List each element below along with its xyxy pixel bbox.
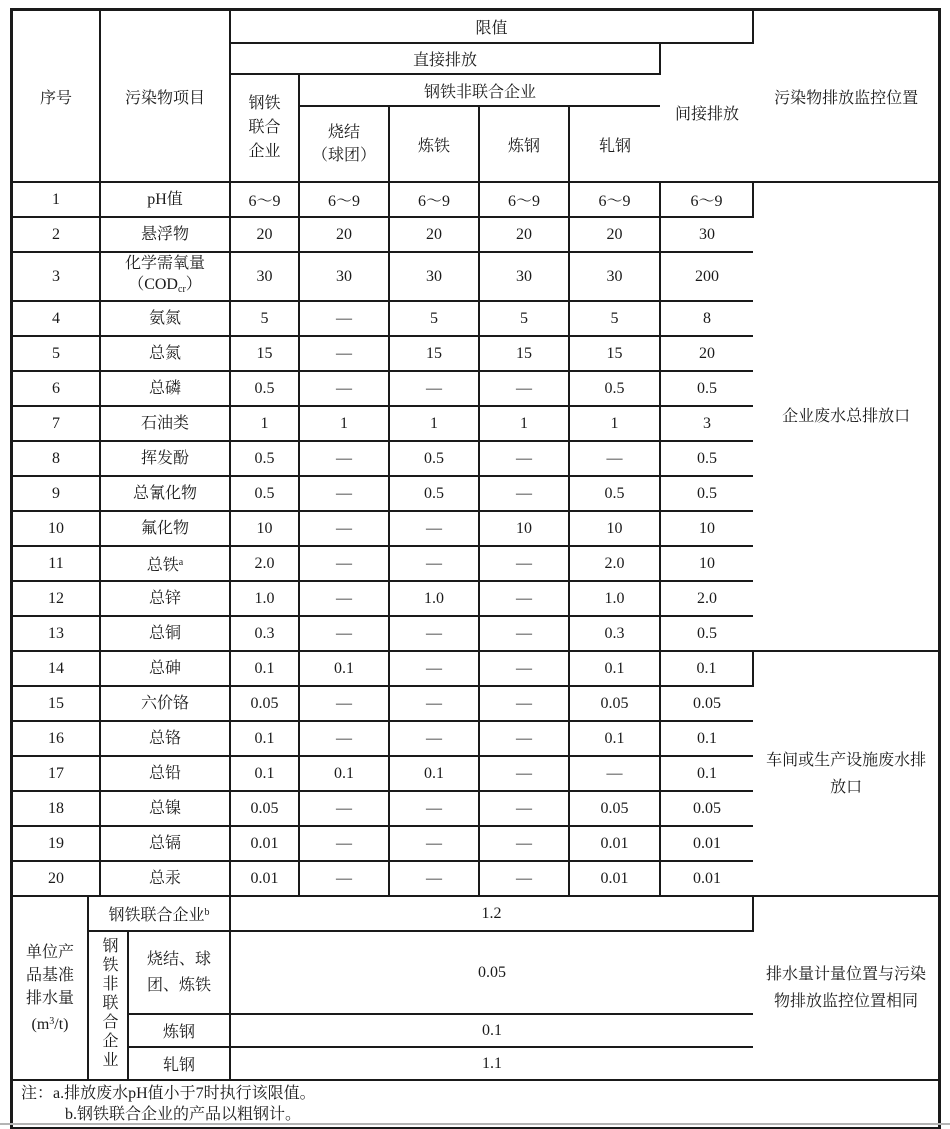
limit-value: 0.5 [660, 441, 753, 476]
baseline-integrated-label: 钢铁联合企业$^b$ [88, 897, 230, 931]
header-rolling: 轧钢 [569, 106, 660, 182]
limit-value: — [479, 546, 569, 581]
limit-value: — [299, 616, 389, 651]
limit-value: 0.5 [230, 476, 299, 511]
limit-value: 30 [299, 252, 389, 301]
table-row [13, 651, 938, 686]
row-number: 8 [13, 441, 100, 476]
limit-value: 0.5 [230, 371, 299, 406]
limit-value: 0.01 [230, 861, 299, 896]
limit-value: 0.1 [230, 721, 299, 756]
table-notes [13, 1081, 938, 1127]
limit-value: — [389, 546, 479, 581]
header-direct-discharge: 直接排放 [230, 43, 660, 74]
pollutant-name: 总氰化物 [100, 476, 230, 511]
limit-value: — [299, 546, 389, 581]
limit-value: — [479, 371, 569, 406]
limit-value: — [299, 476, 389, 511]
pollutant-name: 悬浮物 [100, 217, 230, 252]
limit-value: 0.05 [569, 791, 660, 826]
limit-value: 0.01 [660, 826, 753, 861]
limit-value: — [479, 581, 569, 616]
limit-value: 0.1 [389, 756, 479, 791]
limit-value: 0.5 [389, 476, 479, 511]
limit-value: — [389, 616, 479, 651]
row-number: 10 [13, 511, 100, 546]
limit-value: 1.0 [569, 581, 660, 616]
limit-value: 6～9 [389, 182, 479, 217]
limit-value: 20 [230, 217, 299, 252]
limit-value: — [299, 721, 389, 756]
limit-value: 2.0 [660, 581, 753, 616]
limit-value: — [479, 616, 569, 651]
baseline-process-label: 炼钢 [128, 1014, 230, 1047]
limit-value: 1 [389, 406, 479, 441]
unit-measure: $(m^3/t)$ [31, 1015, 69, 1033]
limit-value: 0.1 [660, 651, 753, 686]
row-number: 1 [13, 182, 100, 217]
row-number: 9 [13, 476, 100, 511]
limit-value: — [479, 826, 569, 861]
limit-value: 30 [389, 252, 479, 301]
pollutant-name: 总砷 [100, 651, 230, 686]
pollutant-name: 总铜 [100, 616, 230, 651]
limit-value: 30 [660, 217, 753, 252]
header-pollutant: 污染物项目 [100, 11, 230, 182]
limit-value: 0.1 [299, 756, 389, 791]
limit-value: 0.01 [660, 861, 753, 896]
standards-table [10, 8, 941, 1129]
row-number: 18 [13, 791, 100, 826]
row-number: 20 [13, 861, 100, 896]
pollutant-name: 总铬 [100, 721, 230, 756]
limit-value: 1 [299, 406, 389, 441]
limit-value: 20 [569, 217, 660, 252]
limit-value: 15 [230, 336, 299, 371]
row-number: 15 [13, 686, 100, 721]
header-sintering [299, 106, 389, 182]
limit-value: — [299, 371, 389, 406]
row-number: 11 [13, 546, 100, 581]
pollutant-name: 石油类 [100, 406, 230, 441]
limit-value: 6～9 [299, 182, 389, 217]
limit-value: 0.5 [660, 371, 753, 406]
limit-value: 0.05 [230, 791, 299, 826]
row-number: 5 [13, 336, 100, 371]
limit-value: 8 [660, 301, 753, 336]
unit-line2: 品基准 [25, 966, 74, 984]
limit-value: 1.0 [389, 581, 479, 616]
limit-value: 0.5 [660, 476, 753, 511]
limit-value: — [299, 511, 389, 546]
limit-value: — [389, 651, 479, 686]
row-number: 16 [13, 721, 100, 756]
baseline-process-value: 1.1 [230, 1047, 753, 1080]
limit-value: 1 [569, 406, 660, 441]
limit-value: 0.5 [230, 441, 299, 476]
header-non-integrated-enterprise: 钢铁非联合企业 [299, 74, 660, 106]
baseline-integrated-value: 1.2 [230, 897, 753, 931]
limit-value: — [479, 476, 569, 511]
monitoring-location-workshop-outlet: 车间或生产设施废水排放口 [753, 651, 938, 896]
pollutant-name: 总磷 [100, 371, 230, 406]
baseline-process-label: 轧钢 [128, 1047, 230, 1080]
limit-value: 5 [230, 301, 299, 336]
limit-value: — [389, 721, 479, 756]
limit-value: 200 [660, 252, 753, 301]
row-number: 2 [13, 217, 100, 252]
limit-value: — [299, 301, 389, 336]
limit-value: 30 [230, 252, 299, 301]
notes-row [13, 1081, 938, 1127]
pollutant-name: 总氮 [100, 336, 230, 371]
limit-value: 1 [479, 406, 569, 441]
monitoring-location-enterprise-outlet: 企业废水总排放口 [753, 182, 938, 651]
baseline-process-value: 0.05 [230, 931, 753, 1014]
baseline-row-integrated [13, 897, 938, 931]
limit-value: 6～9 [230, 182, 299, 217]
sintering-line2: （球团） [311, 147, 376, 164]
limit-value: — [299, 686, 389, 721]
pollutant-limits-table [13, 11, 938, 897]
row-number: 12 [13, 581, 100, 616]
header-monitor-location: 污染物排放监控位置 [753, 11, 938, 182]
limit-value: 15 [479, 336, 569, 371]
row-number: 7 [13, 406, 100, 441]
limit-value: — [299, 336, 389, 371]
limit-value: — [479, 721, 569, 756]
limit-value: 0.5 [569, 371, 660, 406]
limit-value: 0.01 [569, 861, 660, 896]
limit-value: — [389, 686, 479, 721]
limit-value: — [479, 861, 569, 896]
limit-value: — [479, 651, 569, 686]
limit-value: 20 [389, 217, 479, 252]
row-number: 3 [13, 252, 100, 301]
pollutant-name: 挥发酚 [100, 441, 230, 476]
limit-value: 0.5 [389, 441, 479, 476]
row-number: 17 [13, 756, 100, 791]
limit-value: 15 [569, 336, 660, 371]
limit-value: 10 [660, 546, 753, 581]
pollutant-rows [13, 182, 938, 896]
limit-value: 1 [230, 406, 299, 441]
limit-value: 20 [660, 336, 753, 371]
vertical-text: 钢铁非联合企业 [100, 936, 117, 1070]
limit-value: 20 [479, 217, 569, 252]
sintering-line1: 烧结 [327, 124, 360, 141]
table-row [13, 182, 938, 217]
row-number: 4 [13, 301, 100, 336]
limit-value: 2.0 [569, 546, 660, 581]
header-row-1 [13, 11, 938, 43]
row-number: 19 [13, 826, 100, 861]
baseline-non-integrated-label [88, 931, 128, 1080]
limit-value: — [569, 756, 660, 791]
note-line-a: 注：a.排放废水pH值小于7时执行该限值。 [21, 1085, 316, 1102]
row-number: 6 [13, 371, 100, 406]
row-number: 14 [13, 651, 100, 686]
limit-value: 0.1 [660, 721, 753, 756]
limit-value: 10 [569, 511, 660, 546]
limit-value: 0.5 [569, 476, 660, 511]
limit-value: 0.1 [569, 721, 660, 756]
limit-value: 6～9 [479, 182, 569, 217]
header-limit: 限值 [230, 11, 753, 43]
baseline-drainage-table [13, 897, 938, 1081]
header-seq: 序号 [13, 11, 100, 182]
limit-value: 20 [299, 217, 389, 252]
header-ironmaking: 炼铁 [389, 106, 479, 182]
limit-value: — [299, 861, 389, 896]
unit-line3: 排水量 [25, 989, 74, 1007]
limit-value: 5 [569, 301, 660, 336]
limit-value: — [389, 861, 479, 896]
limit-value: — [479, 791, 569, 826]
limit-value: 0.05 [660, 686, 753, 721]
limit-value: 10 [230, 511, 299, 546]
limit-value: 0.1 [660, 756, 753, 791]
limit-value: — [479, 756, 569, 791]
baseline-unit-header [13, 897, 88, 1080]
limit-value: 5 [479, 301, 569, 336]
limit-value: — [299, 826, 389, 861]
pollutant-name: 总镉 [100, 826, 230, 861]
limit-value: 0.01 [230, 826, 299, 861]
limit-value: — [299, 791, 389, 826]
pollutant-name: 总镍 [100, 791, 230, 826]
limit-value: — [299, 581, 389, 616]
pollutant-name: 化学需氧量 $(COD_{cr})$ [100, 252, 230, 301]
limit-value: 30 [479, 252, 569, 301]
limit-value: 10 [660, 511, 753, 546]
limit-value: 0.1 [299, 651, 389, 686]
limit-value: 15 [389, 336, 479, 371]
limit-value: 0.1 [230, 651, 299, 686]
limit-value: 0.3 [569, 616, 660, 651]
header-indirect-discharge: 间接排放 [660, 43, 753, 182]
pollutant-name: 氨氮 [100, 301, 230, 336]
baseline-monitor-location: 排水量计量位置与污染物排放监控位置相同 [753, 897, 938, 1080]
limit-value: — [569, 441, 660, 476]
pollutant-name: 总铁$^a$ [100, 546, 230, 581]
limit-value: — [479, 686, 569, 721]
limit-value: 6～9 [660, 182, 753, 217]
limit-value: 0.1 [230, 756, 299, 791]
pollutant-name: 六价铬 [100, 686, 230, 721]
pollutant-name: 总汞 [100, 861, 230, 896]
unit-line1: 单位产 [25, 943, 74, 961]
limit-value: 30 [569, 252, 660, 301]
limit-value: — [299, 441, 389, 476]
limit-value: 0.05 [230, 686, 299, 721]
pollutant-name: 氟化物 [100, 511, 230, 546]
limit-value: 0.5 [660, 616, 753, 651]
limit-value: 0.05 [660, 791, 753, 826]
limit-value: — [389, 826, 479, 861]
baseline-process-value: 0.1 [230, 1014, 753, 1047]
header-steelmaking: 炼钢 [479, 106, 569, 182]
limit-value: 0.1 [569, 651, 660, 686]
limit-value: — [389, 511, 479, 546]
row-number: 13 [13, 616, 100, 651]
limit-value: 1.0 [230, 581, 299, 616]
baseline-process-label: 烧结、球团、炼铁 [128, 931, 230, 1014]
pollutant-name: 总锌 [100, 581, 230, 616]
limit-value: 0.01 [569, 826, 660, 861]
limit-value: 5 [389, 301, 479, 336]
limit-value: 0.05 [569, 686, 660, 721]
notes-table [13, 1081, 938, 1127]
limit-value: — [389, 791, 479, 826]
scan-edge-line [0, 1123, 950, 1125]
pollutant-name: pH值 [100, 182, 230, 217]
limit-value: — [389, 371, 479, 406]
limit-value: 2.0 [230, 546, 299, 581]
header-integrated-enterprise: 钢铁联合企业 [230, 74, 299, 182]
limit-value: 6～9 [569, 182, 660, 217]
note-line-b: b.钢铁联合企业的产品以粗钢计。 [65, 1106, 302, 1123]
limit-value: — [479, 441, 569, 476]
limit-value: 3 [660, 406, 753, 441]
limit-value: 10 [479, 511, 569, 546]
pollutant-name: 总铅 [100, 756, 230, 791]
limit-value: 0.3 [230, 616, 299, 651]
